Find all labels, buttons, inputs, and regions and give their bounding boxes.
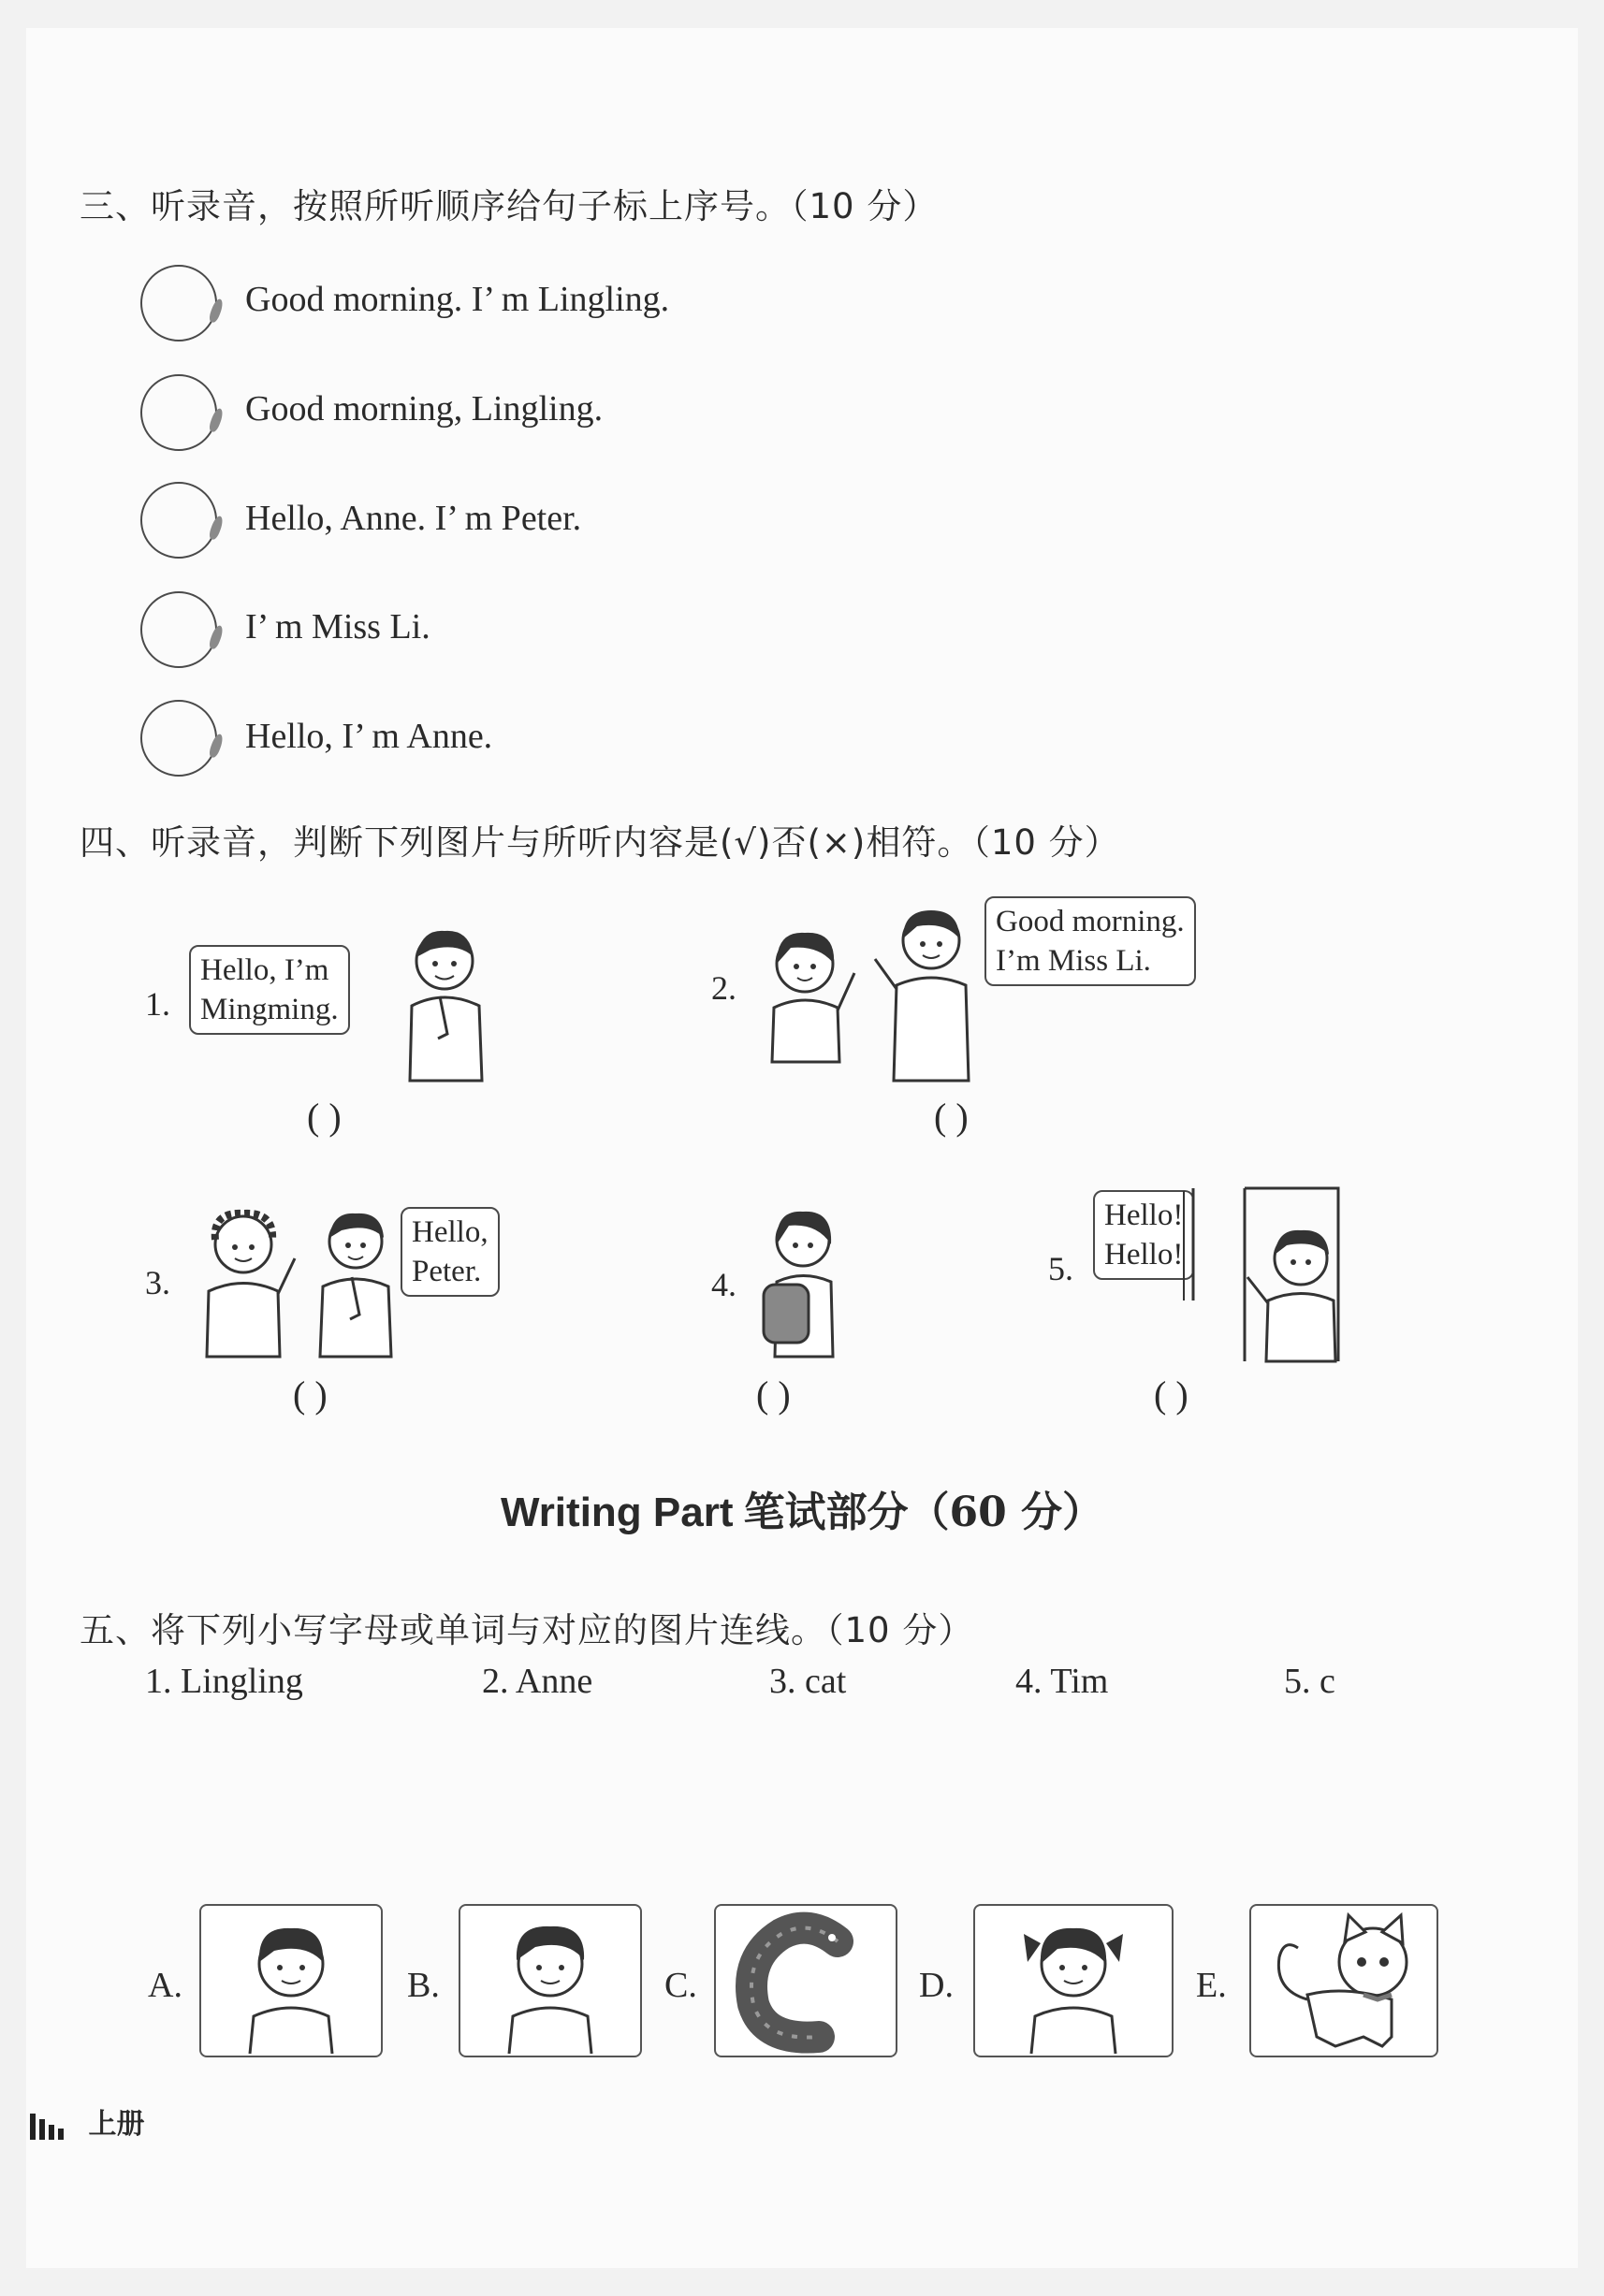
letter-c-worm-illustration (716, 1906, 896, 2056)
footer-text: 上册 (88, 2108, 145, 2141)
writing-part-title (0, 1478, 1604, 1538)
boy-illustration (393, 922, 496, 1085)
answer-circle[interactable] (140, 265, 217, 341)
sentence-3: Hello, Anne. I’ m Peter. (245, 499, 582, 538)
sentence-1: Good morning. I’ m Lingling. (245, 280, 670, 319)
item-number: 5. (1048, 1250, 1073, 1287)
item-number: 3. (145, 1264, 170, 1301)
answer-paren[interactable]: ( ) (293, 1373, 328, 1416)
word-item[interactable]: 3. cat (769, 1662, 847, 1701)
writing-part-en: Writing Part (500, 1489, 734, 1535)
answer-paren[interactable]: ( ) (934, 1096, 969, 1138)
picture-label: E. (1196, 1966, 1227, 2005)
picture-box-c[interactable] (714, 1904, 897, 2057)
picture-box-a[interactable] (199, 1904, 383, 2057)
section5-heading: 五、将下列小写字母或单词与对应的图片连线。（10 分） (80, 1610, 974, 1650)
word-item[interactable]: 4. Tim (1015, 1662, 1109, 1701)
speech-bubble: Good morning. I’m Miss Li. (984, 896, 1196, 986)
boy-portrait-illustration (460, 1906, 640, 2056)
picture-label: C. (664, 1966, 697, 2005)
item-number: 2. (711, 969, 736, 1007)
writing-part-cn: 笔试部分（60 分） (743, 1489, 1104, 1536)
answer-circle[interactable] (140, 374, 217, 451)
boy-portrait-illustration (201, 1906, 381, 2056)
girl-illustration (753, 922, 856, 1085)
word-item[interactable]: 1. Lingling (145, 1662, 303, 1701)
sentence-2: Good morning, Lingling. (245, 389, 604, 429)
boy-illustration (309, 1202, 402, 1361)
answer-paren[interactable]: ( ) (756, 1373, 791, 1416)
picture-label: D. (919, 1966, 954, 2005)
door-boy-illustration (1137, 1184, 1348, 1366)
picture-box-b[interactable] (459, 1904, 642, 2057)
answer-circle[interactable] (140, 482, 217, 559)
picture-box-e[interactable] (1249, 1904, 1438, 2057)
girl-portrait-illustration (975, 1906, 1172, 2056)
section4-heading: 四、听录音，判断下列图片与所听内容是(√)否(×)相符。（10 分） (80, 822, 1120, 863)
answer-paren[interactable]: ( ) (1154, 1373, 1188, 1416)
section3-heading: 三、听录音，按照所听顺序给句子标上序号。（10 分） (80, 186, 939, 226)
picture-label: B. (407, 1966, 440, 2005)
item-number: 4. (711, 1266, 736, 1303)
picture-label: A. (148, 1966, 182, 2005)
sentence-4: I’ m Miss Li. (245, 607, 430, 647)
bars-icon (28, 2110, 66, 2142)
word-item[interactable]: 2. Anne (482, 1662, 593, 1701)
sentence-5: Hello, I’ m Anne. (245, 717, 493, 756)
footer (28, 2100, 144, 2142)
speech-bubble: Hello, Peter. (401, 1207, 500, 1297)
cat-illustration (1251, 1906, 1436, 2056)
picture-box-d[interactable] (973, 1904, 1174, 2057)
speech-bubble: Hello, I’m Mingming. (189, 945, 350, 1035)
answer-paren[interactable]: ( ) (307, 1096, 342, 1138)
girl-backpack-illustration (756, 1202, 850, 1361)
answer-circle[interactable] (140, 700, 217, 777)
answer-circle[interactable] (140, 591, 217, 668)
word-item[interactable]: 5. c (1284, 1662, 1335, 1701)
teacher-illustration (870, 903, 983, 1085)
boy-curly-illustration (192, 1202, 299, 1361)
item-number: 1. (145, 985, 170, 1023)
speech-bubble: Hello! Hello! (1093, 1190, 1194, 1280)
